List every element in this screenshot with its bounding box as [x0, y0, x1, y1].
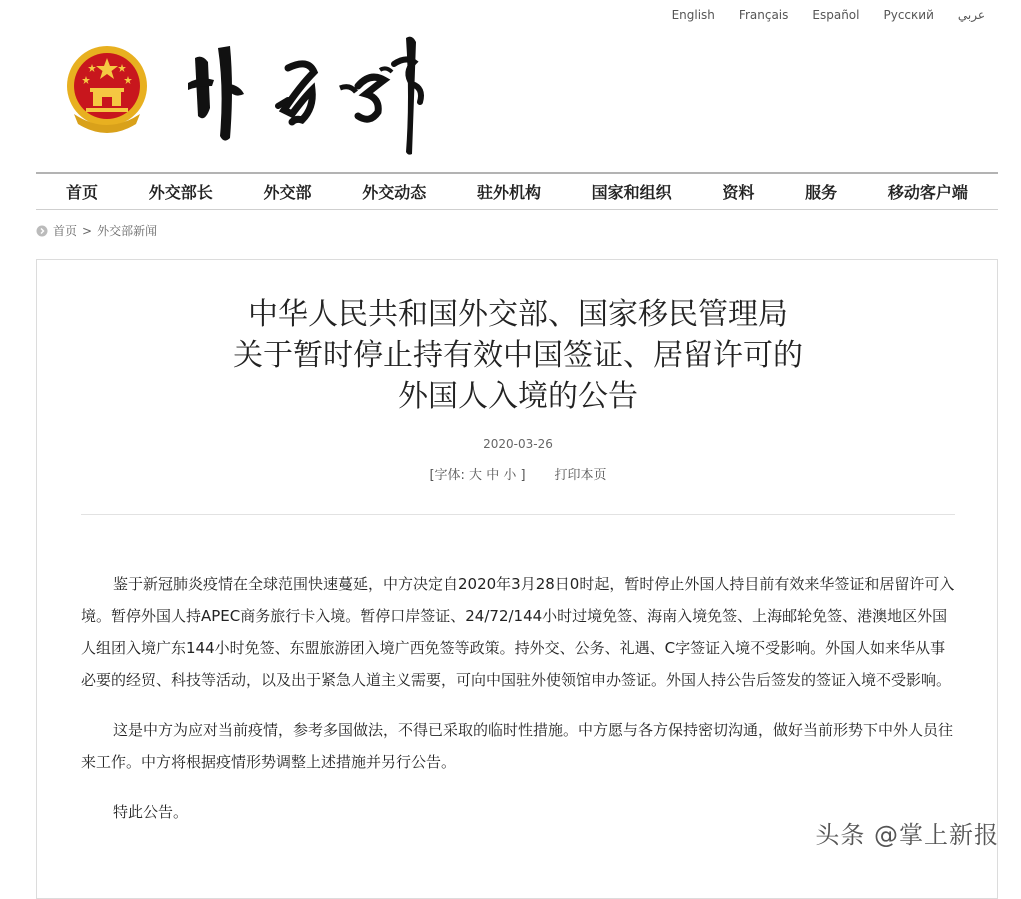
nav-minister[interactable]: 外交部长: [148, 183, 213, 202]
font-size-close: ]: [520, 468, 526, 483]
lang-arabic[interactable]: عربي: [957, 8, 985, 22]
nav-mobile-client[interactable]: 移动客户端: [887, 183, 968, 202]
lang-spanish[interactable]: Español: [812, 8, 860, 22]
breadcrumb-current[interactable]: 外交部新闻: [97, 224, 158, 238]
article-paragraph: 这是中方为应对当前疫情，参考多国做法，不得已采取的临时性措施。中方愿与各方保持密切沟通，做好当前形势下中外人员往来工作。中方将根据疫情形势调整上述措施并另行公告。: [81, 721, 954, 771]
article-panel: [36, 259, 998, 899]
article-title: [37, 294, 999, 417]
article-paragraph: 鉴于新冠肺炎疫情在全球范围快速蔓延，中方决定自2020年3月28日0时起，暂时停止外国人持目前有效来华签证和居留许可入境。暂停外国人持APEC商务旅行卡入境。暂停口岸签证、24/72/144小时过境免签、海南入境免签、上海邮轮免签、港澳地区外国人组团入境广东144小时免签、东盟旅游团入境广西免签等政策。持外交、公务、礼遇、C字签证入境不受影响。外国人如来华从事必要的经贸、科技等活动，以及出于紧急人道主义需要，可向中国驻外使领馆申办签证。外国人持公告后签发的签证入境不受影响。: [81, 575, 955, 689]
breadcrumb-home[interactable]: 首页: [53, 224, 78, 238]
nav-resources[interactable]: 资料: [722, 183, 755, 202]
font-size-label: [字体:: [429, 468, 465, 483]
article-date: 2020-03-26: [483, 437, 553, 451]
lang-english[interactable]: English: [671, 8, 715, 22]
lang-russian[interactable]: Русский: [883, 8, 934, 22]
article-body: [81, 568, 955, 846]
article-title-line: 关于暂时停止持有效中国签证、居留许可的: [233, 338, 803, 373]
toutiao-watermark: 头条 @掌上新报: [815, 821, 999, 849]
ministry-calligraphy-logo[interactable]: [180, 28, 440, 158]
article-divider: [81, 514, 955, 515]
breadcrumb-separator: >: [82, 223, 93, 238]
lang-french[interactable]: Français: [738, 8, 789, 22]
nav-diplomatic-news[interactable]: 外交动态: [362, 183, 427, 202]
article-title-line: 外国人入境的公告: [398, 379, 638, 414]
national-emblem-icon[interactable]: [64, 44, 150, 134]
print-button[interactable]: 打印本页: [554, 468, 607, 483]
article-tools: [37, 464, 999, 483]
breadcrumb: [36, 222, 157, 239]
nav-services[interactable]: 服务: [805, 183, 838, 202]
font-medium-button[interactable]: 中: [486, 468, 500, 483]
article-paragraph: 特此公告。: [113, 803, 189, 821]
main-nav: [36, 172, 998, 210]
article-title-line: 中华人民共和国外交部、国家移民管理局: [248, 297, 788, 332]
nav-home[interactable]: 首页: [66, 183, 99, 202]
nav-ministry[interactable]: 外交部: [263, 183, 312, 202]
nav-missions-abroad[interactable]: 驻外机构: [476, 183, 541, 202]
font-large-button[interactable]: 大: [469, 468, 483, 483]
language-bar: [672, 8, 985, 22]
breadcrumb-arrow-icon: [36, 225, 48, 237]
nav-countries-orgs[interactable]: 国家和组织: [591, 183, 672, 202]
font-small-button[interactable]: 小: [503, 468, 517, 483]
